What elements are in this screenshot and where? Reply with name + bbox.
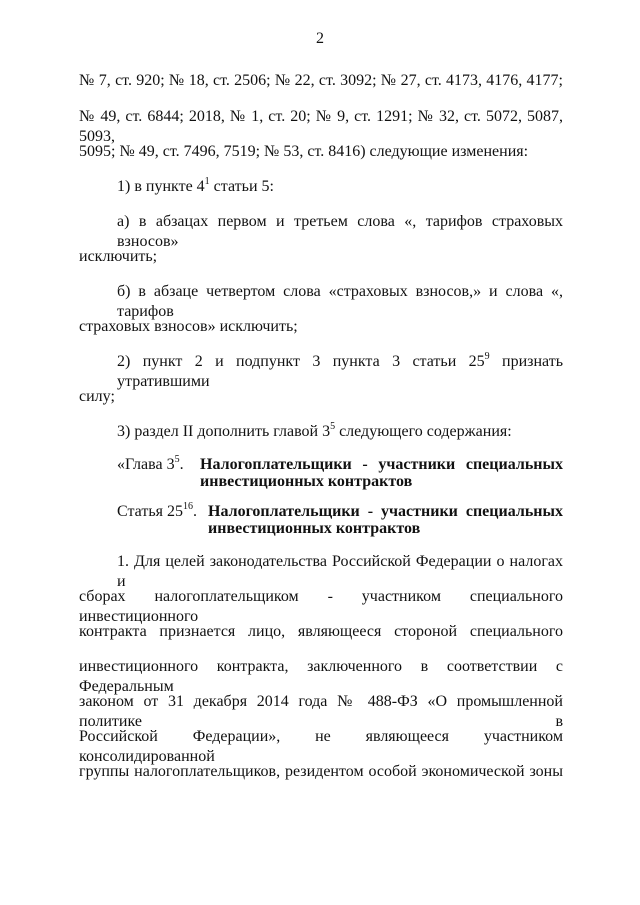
article-title-line-1: Налогоплательщики - участники специальных (208, 503, 563, 520)
item-2-text: 2) пункт 2 и подпункт 3 пункта 3 статьи 25 (117, 353, 485, 370)
item-1a-line-2: исключить; (79, 248, 158, 265)
chapter-label (117, 453, 184, 473)
item-3-superscript: 5 (330, 420, 336, 432)
chapter-title-line-2: инвестиционных контрактов (200, 473, 413, 490)
item-2-text-after: признать утратившими (117, 353, 564, 390)
paragraph-1-line-6: Российской Федерации», не являющееся участником консолидированной (79, 728, 563, 765)
chapter-heading (117, 453, 563, 492)
intro-line-2: № 49, ст. 6844; 2018, № 1, ст. 20; № 9, ст. 1291; № 32, ст. 5072, 5087, 5093, (79, 108, 563, 145)
paragraph-1-line-3: контракта признается лицо, являющееся стороной специального (79, 623, 563, 640)
paragraph-1-line-4: инвестиционного контракта, заключенного в соответствии с Федеральным (79, 658, 563, 695)
article-label-superscript: 16 (182, 500, 193, 512)
article-label-text: Статья 25 (117, 503, 183, 520)
article-label-dot: . (192, 503, 197, 520)
article-title (208, 503, 563, 537)
item-1-text-after: статьи 5: (209, 178, 274, 195)
article-title-line-2: инвестиционных контрактов (208, 520, 421, 537)
chapter-label-dot: . (179, 456, 184, 473)
chapter-title (200, 456, 563, 490)
item-2-line-2: силу; (79, 388, 115, 405)
item-1b-line-1: б) в абзаце четвертом слова «страховых взносов,» и слова «, тарифов (117, 283, 563, 320)
paragraph-1-line-5: законом от 31 декабря 2014 года № 488-ФЗ «О промышленной политике в (79, 693, 563, 730)
item-1-superscript: 1 (204, 175, 210, 187)
item-1b-line-2: страховых взносов» исключить; (79, 318, 298, 335)
paragraph-1-line-7: группы налогоплательщиков, резидентом особой экономической зоны (79, 763, 563, 780)
item-1-text: 1) в пункте 4 (117, 178, 205, 195)
item-3-text: 3) раздел II дополнить главой 3 (117, 423, 331, 440)
page-number: 2 (316, 30, 324, 47)
intro-line-1: № 7, ст. 920; № 18, ст. 2506; № 22, ст. 3092; № 27, ст. 4173, 4176, 4177; (79, 72, 563, 89)
intro-line-3: 5095; № 49, ст. 7496, 7519; № 53, ст. 8416) следующие изменения: (79, 143, 529, 160)
chapter-label-text: «Глава 3 (117, 456, 175, 473)
article-heading (117, 500, 563, 539)
paragraph-1-line-2: сборах налогоплательщиком - участником специального инвестиционного (79, 588, 563, 625)
chapter-label-superscript: 5 (174, 453, 180, 465)
item-3 (117, 422, 563, 442)
chapter-title-line-1: Налогоплательщики - участники специальных (200, 456, 563, 473)
item-1a-line-1: а) в абзацах первом и третьем слова «, тарифов страховых взносов» (117, 213, 563, 250)
item-3-text-after: следующего содержания: (335, 423, 512, 440)
item-2-superscript: 9 (484, 350, 490, 362)
item-2-line-1 (117, 352, 563, 392)
article-label (117, 500, 197, 520)
paragraph-1-line-1: 1. Для целей законодательства Российской Федерации о налогах и (117, 553, 563, 590)
item-1 (117, 177, 563, 197)
